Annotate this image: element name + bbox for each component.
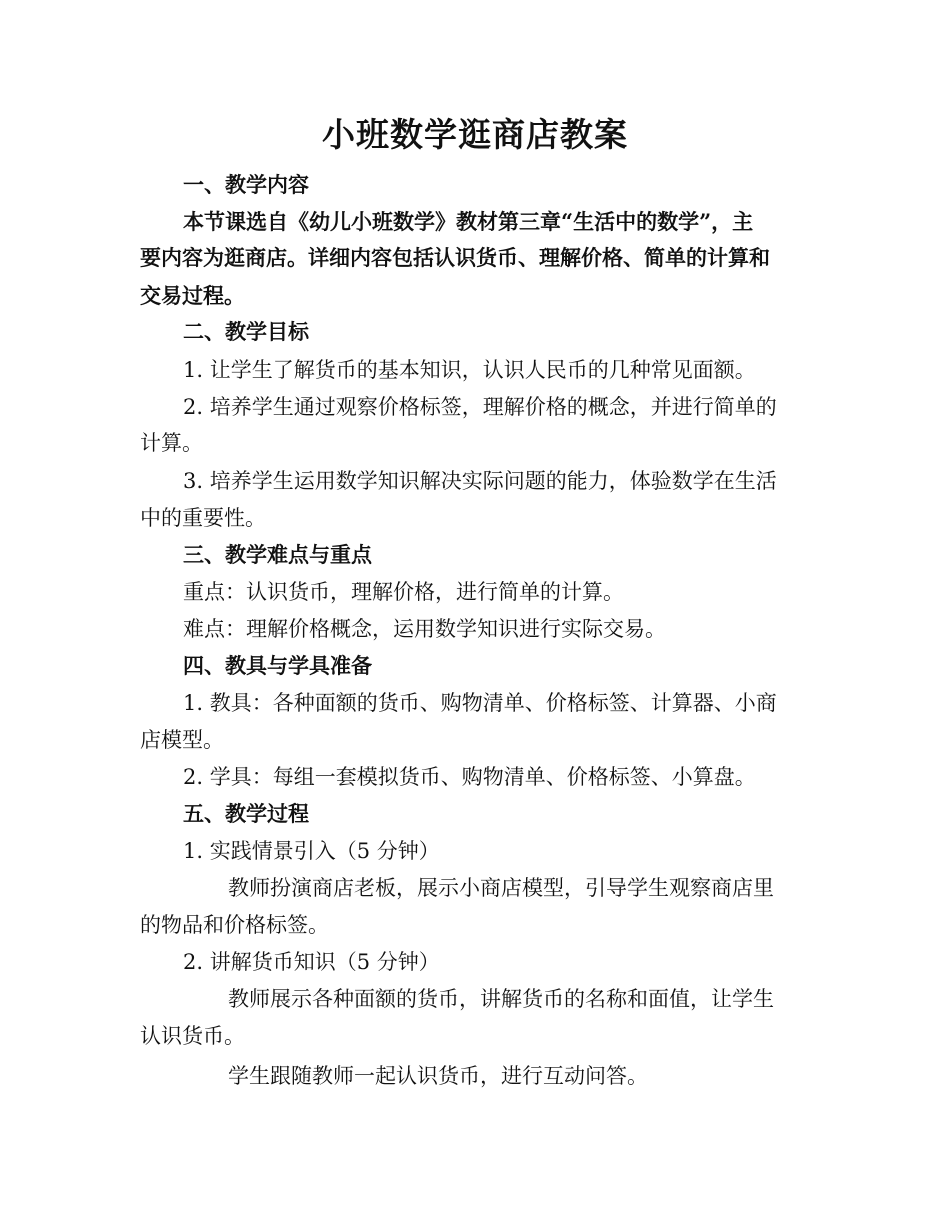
materials-item: 2. 学具：每组一套模拟货币、购物清单、价格标签、小算盘。 [183, 765, 756, 789]
content-paragraph-line: 要内容为逛商店。详细内容包括认识货币、理解价格、简单的计算和 [140, 245, 770, 270]
process-step: 1. 实践情景引入（5 分钟） [183, 839, 440, 863]
goal-item: 3. 培养学生运用数学知识解决实际问题的能力，体验数学在生活 [183, 469, 777, 493]
materials-item: 1. 教具：各种面额的货币、购物清单、价格标签、计算器、小商 [183, 691, 777, 715]
document-title: 小班数学逛商店教案 [322, 115, 628, 154]
difficult-point-text: 难点：理解价格概念，运用数学知识进行实际交易。 [183, 617, 666, 641]
process-paragraph-line: 教师展示各种面额的货币，讲解货币的名称和面值，让学生 [228, 987, 774, 1011]
process-step: 2. 讲解货币知识（5 分钟） [183, 950, 440, 974]
process-paragraph-line: 教师扮演商店老板，展示小商店模型，引导学生观察商店里 [228, 876, 774, 900]
section-heading-key-points: 三、教学难点与重点 [183, 542, 372, 567]
goal-item-continuation: 中的重要性。 [140, 506, 266, 530]
content-paragraph-line: 交易过程。 [140, 283, 245, 308]
process-paragraph-line: 的物品和价格标签。 [140, 913, 329, 937]
materials-item-continuation: 店模型。 [140, 728, 224, 752]
process-paragraph-line: 认识货币。 [140, 1024, 245, 1048]
content-paragraph-line: 本节课选自《幼儿小班数学》教材第三章“生活中的数学”，主 [183, 209, 754, 234]
section-heading-goals: 二、教学目标 [183, 319, 309, 344]
key-point-text: 重点：认识货币，理解价格，进行简单的计算。 [183, 580, 624, 604]
goal-item: 2. 培养学生通过观察价格标签，理解价格的概念，并进行简单的 [183, 395, 777, 419]
section-heading-content: 一、教学内容 [183, 172, 309, 197]
goal-item-continuation: 计算。 [140, 431, 203, 455]
section-heading-process: 五、教学过程 [183, 801, 309, 826]
process-paragraph-line: 学生跟随教师一起认识货币，进行互动问答。 [228, 1064, 648, 1088]
goal-item: 1. 让学生了解货币的基本知识，认识人民币的几种常见面额。 [183, 358, 756, 382]
section-heading-materials: 四、教具与学具准备 [183, 653, 372, 678]
